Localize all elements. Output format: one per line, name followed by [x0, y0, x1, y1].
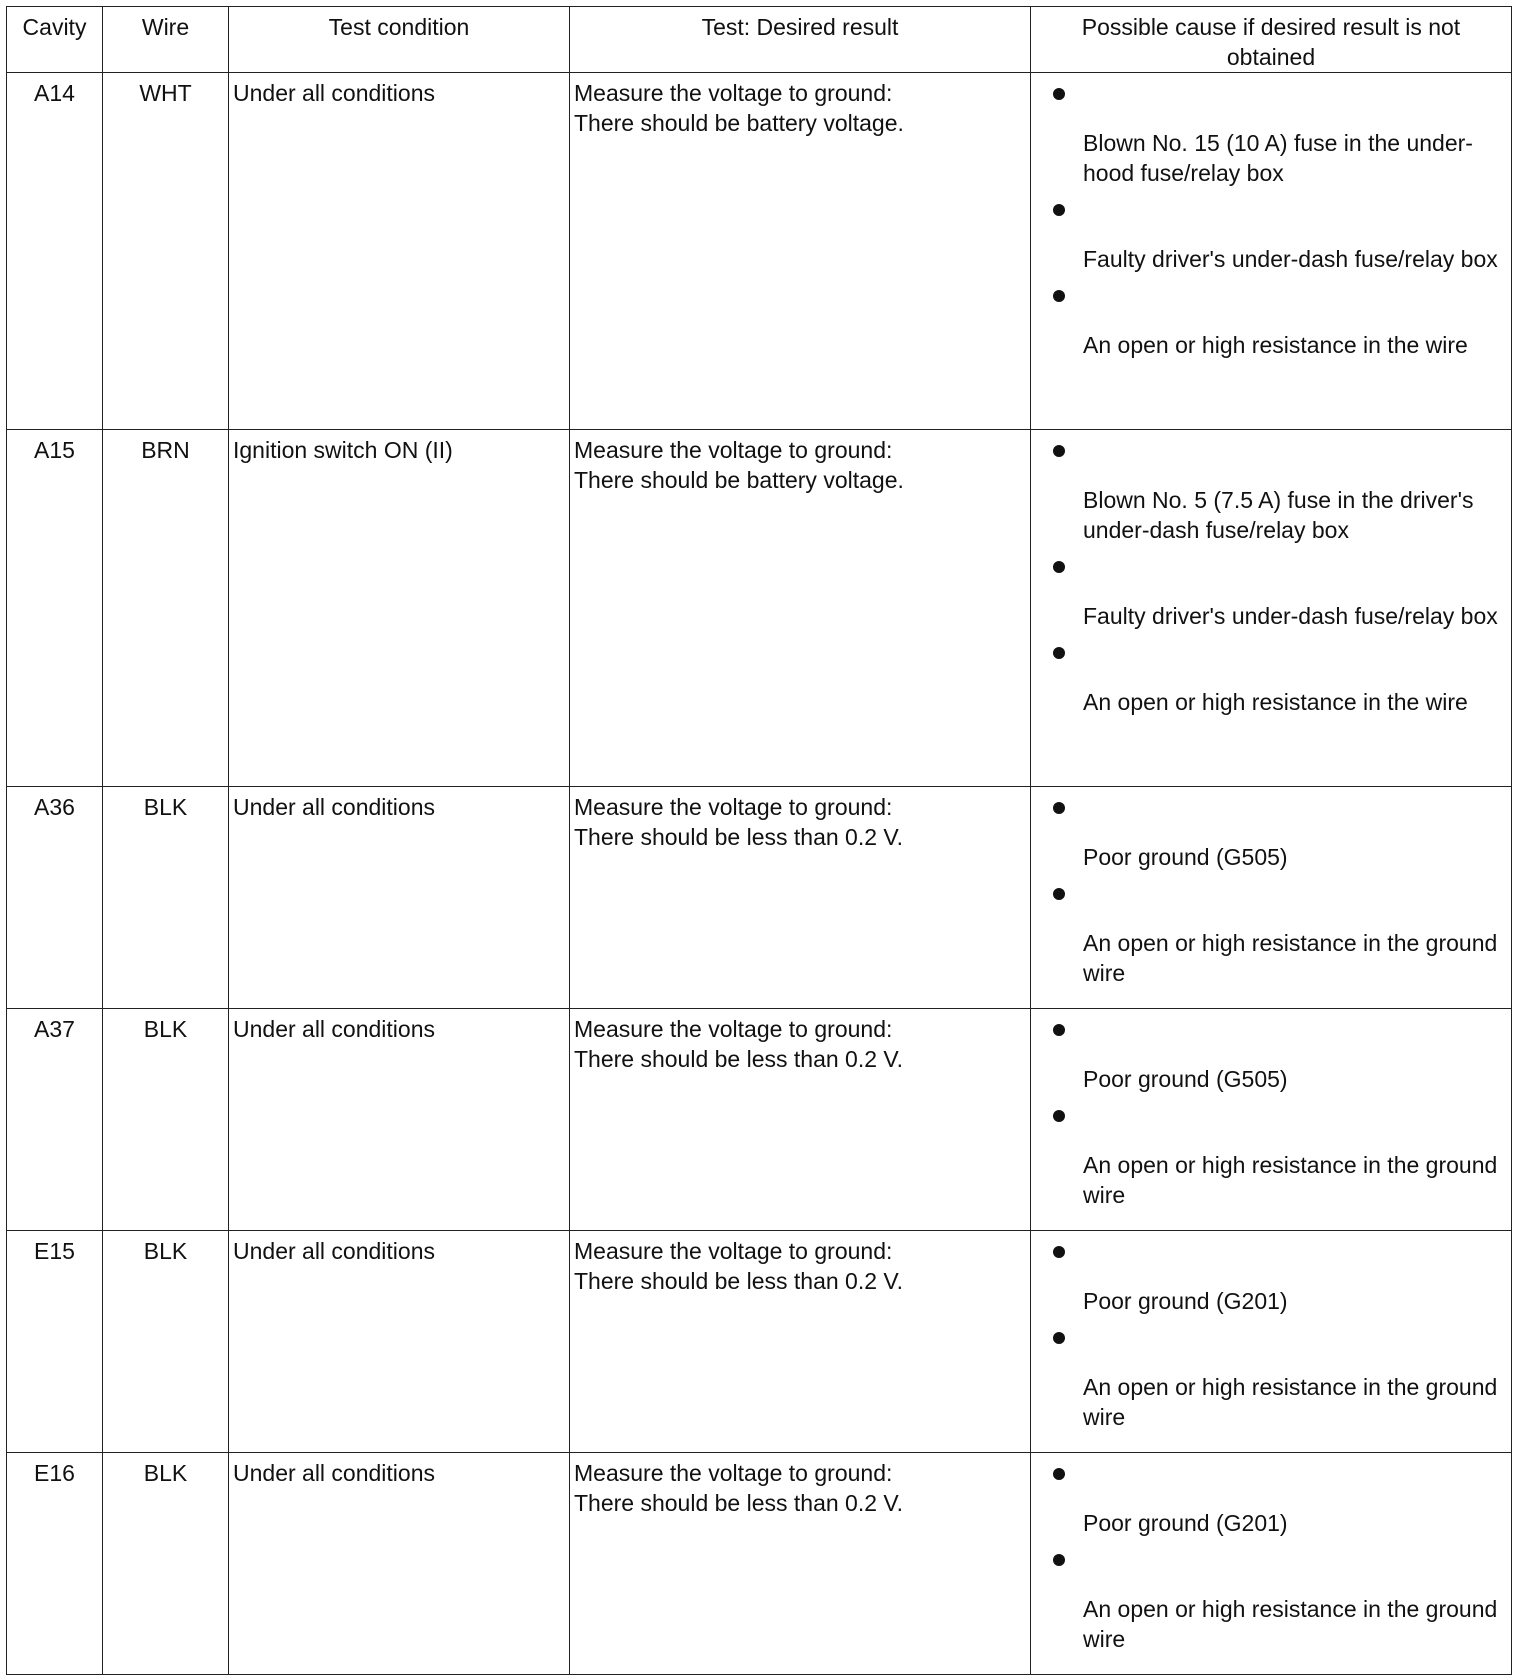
cell-test-condition: Under all conditions	[229, 1231, 570, 1453]
cause-item	[1049, 290, 1505, 360]
cell-cavity: A15	[7, 430, 103, 787]
cause-item	[1049, 1024, 1505, 1094]
cell-wire-color: BLK	[103, 1453, 229, 1675]
desired-result-line: There should be battery voltage.	[574, 467, 904, 493]
cause-text: An open or high resistance in the ground wire	[1083, 1374, 1498, 1430]
bullet-icon	[1053, 1024, 1065, 1036]
cell-wire-color: BLK	[103, 787, 229, 1009]
header-cavity: Cavity	[7, 7, 103, 73]
cell-cavity: E16	[7, 1453, 103, 1675]
cell-possible-cause	[1031, 1009, 1512, 1231]
cause-text: An open or high resistance in the ground wire	[1083, 1152, 1498, 1208]
cause-item	[1049, 1554, 1505, 1654]
cell-cavity: A14	[7, 73, 103, 430]
cause-item	[1049, 88, 1505, 188]
bullet-icon	[1053, 1246, 1065, 1258]
cause-text: An open or high resistance in the ground wire	[1083, 930, 1498, 986]
cause-list	[1049, 1024, 1505, 1210]
cell-wire-color: BLK	[103, 1231, 229, 1453]
cause-item	[1049, 445, 1505, 545]
cause-list	[1049, 1246, 1505, 1432]
cell-test-condition: Under all conditions	[229, 1009, 570, 1231]
cause-text: Poor ground (G505)	[1083, 1066, 1288, 1092]
table-row	[7, 430, 1512, 787]
cell-desired-result	[570, 1231, 1031, 1453]
cause-item	[1049, 1332, 1505, 1432]
cell-test-condition: Under all conditions	[229, 787, 570, 1009]
bullet-icon	[1053, 88, 1065, 100]
table-row	[7, 1453, 1512, 1675]
bullet-icon	[1053, 1554, 1065, 1566]
cell-wire-color: BLK	[103, 1009, 229, 1231]
cause-item	[1049, 1468, 1505, 1538]
bullet-icon	[1053, 1468, 1065, 1480]
cause-text: Faulty driver's under-dash fuse/relay box	[1083, 603, 1498, 629]
header-possible-cause: Possible cause if desired result is not obtained	[1031, 7, 1512, 73]
cause-list	[1049, 88, 1505, 360]
cell-test-condition: Ignition switch ON (II)	[229, 430, 570, 787]
cause-text: Poor ground (G201)	[1083, 1510, 1288, 1536]
cell-desired-result	[570, 787, 1031, 1009]
cause-item	[1049, 802, 1505, 872]
cause-item	[1049, 888, 1505, 988]
desired-result-line: There should be less than 0.2 V.	[574, 1490, 904, 1516]
cause-text: Blown No. 15 (10 A) fuse in the under-hood fuse/relay box	[1083, 130, 1473, 186]
bullet-icon	[1053, 802, 1065, 814]
table-row	[7, 1231, 1512, 1453]
cell-possible-cause	[1031, 1453, 1512, 1675]
table-row	[7, 1009, 1512, 1231]
cell-desired-result	[570, 73, 1031, 430]
desired-result-line: Measure the voltage to ground:	[574, 80, 893, 106]
cell-test-condition: Under all conditions	[229, 1453, 570, 1675]
header-wire: Wire	[103, 7, 229, 73]
header-desired-result: Test: Desired result	[570, 7, 1031, 73]
table-row	[7, 787, 1512, 1009]
cause-list	[1049, 1468, 1505, 1654]
cell-possible-cause	[1031, 430, 1512, 787]
cause-text: Blown No. 5 (7.5 A) fuse in the driver's under-dash fuse/relay box	[1083, 487, 1474, 543]
cause-item	[1049, 647, 1505, 717]
desired-result-line: Measure the voltage to ground:	[574, 1016, 893, 1042]
cell-desired-result	[570, 1009, 1031, 1231]
cell-desired-result	[570, 430, 1031, 787]
cause-item	[1049, 561, 1505, 631]
bullet-icon	[1053, 290, 1065, 302]
desired-result-line: There should be less than 0.2 V.	[574, 1268, 904, 1294]
cause-text: An open or high resistance in the wire	[1083, 689, 1468, 715]
cause-text: An open or high resistance in the wire	[1083, 332, 1468, 358]
cell-desired-result	[570, 1453, 1031, 1675]
desired-result-line: There should be less than 0.2 V.	[574, 824, 904, 850]
diagnostic-table	[6, 6, 1512, 1675]
cell-cavity: A37	[7, 1009, 103, 1231]
table-row	[7, 73, 1512, 430]
diagnostic-table-sheet	[6, 6, 1512, 1675]
table-body	[7, 73, 1512, 1675]
cause-text: An open or high resistance in the ground wire	[1083, 1596, 1498, 1652]
bullet-icon	[1053, 647, 1065, 659]
cell-cavity: E15	[7, 1231, 103, 1453]
desired-result-line: Measure the voltage to ground:	[574, 794, 893, 820]
cause-list	[1049, 802, 1505, 988]
header-test-condition: Test condition	[229, 7, 570, 73]
cause-item	[1049, 1246, 1505, 1316]
cause-text: Poor ground (G505)	[1083, 844, 1288, 870]
cause-list	[1049, 445, 1505, 717]
cell-possible-cause	[1031, 787, 1512, 1009]
desired-result-line: Measure the voltage to ground:	[574, 1460, 893, 1486]
desired-result-line: There should be less than 0.2 V.	[574, 1046, 904, 1072]
bullet-icon	[1053, 204, 1065, 216]
cell-wire-color: WHT	[103, 73, 229, 430]
cell-wire-color: BRN	[103, 430, 229, 787]
cause-text: Faulty driver's under-dash fuse/relay box	[1083, 246, 1498, 272]
table-header-row	[7, 7, 1512, 73]
desired-result-line: Measure the voltage to ground:	[574, 437, 893, 463]
bullet-icon	[1053, 888, 1065, 900]
bullet-icon	[1053, 1110, 1065, 1122]
cell-test-condition: Under all conditions	[229, 73, 570, 430]
bullet-icon	[1053, 561, 1065, 573]
cause-item	[1049, 204, 1505, 274]
cell-cavity: A36	[7, 787, 103, 1009]
cell-possible-cause	[1031, 1231, 1512, 1453]
desired-result-line: There should be battery voltage.	[574, 110, 904, 136]
cause-text: Poor ground (G201)	[1083, 1288, 1288, 1314]
cell-possible-cause	[1031, 73, 1512, 430]
cause-item	[1049, 1110, 1505, 1210]
desired-result-line: Measure the voltage to ground:	[574, 1238, 893, 1264]
bullet-icon	[1053, 1332, 1065, 1344]
bullet-icon	[1053, 445, 1065, 457]
